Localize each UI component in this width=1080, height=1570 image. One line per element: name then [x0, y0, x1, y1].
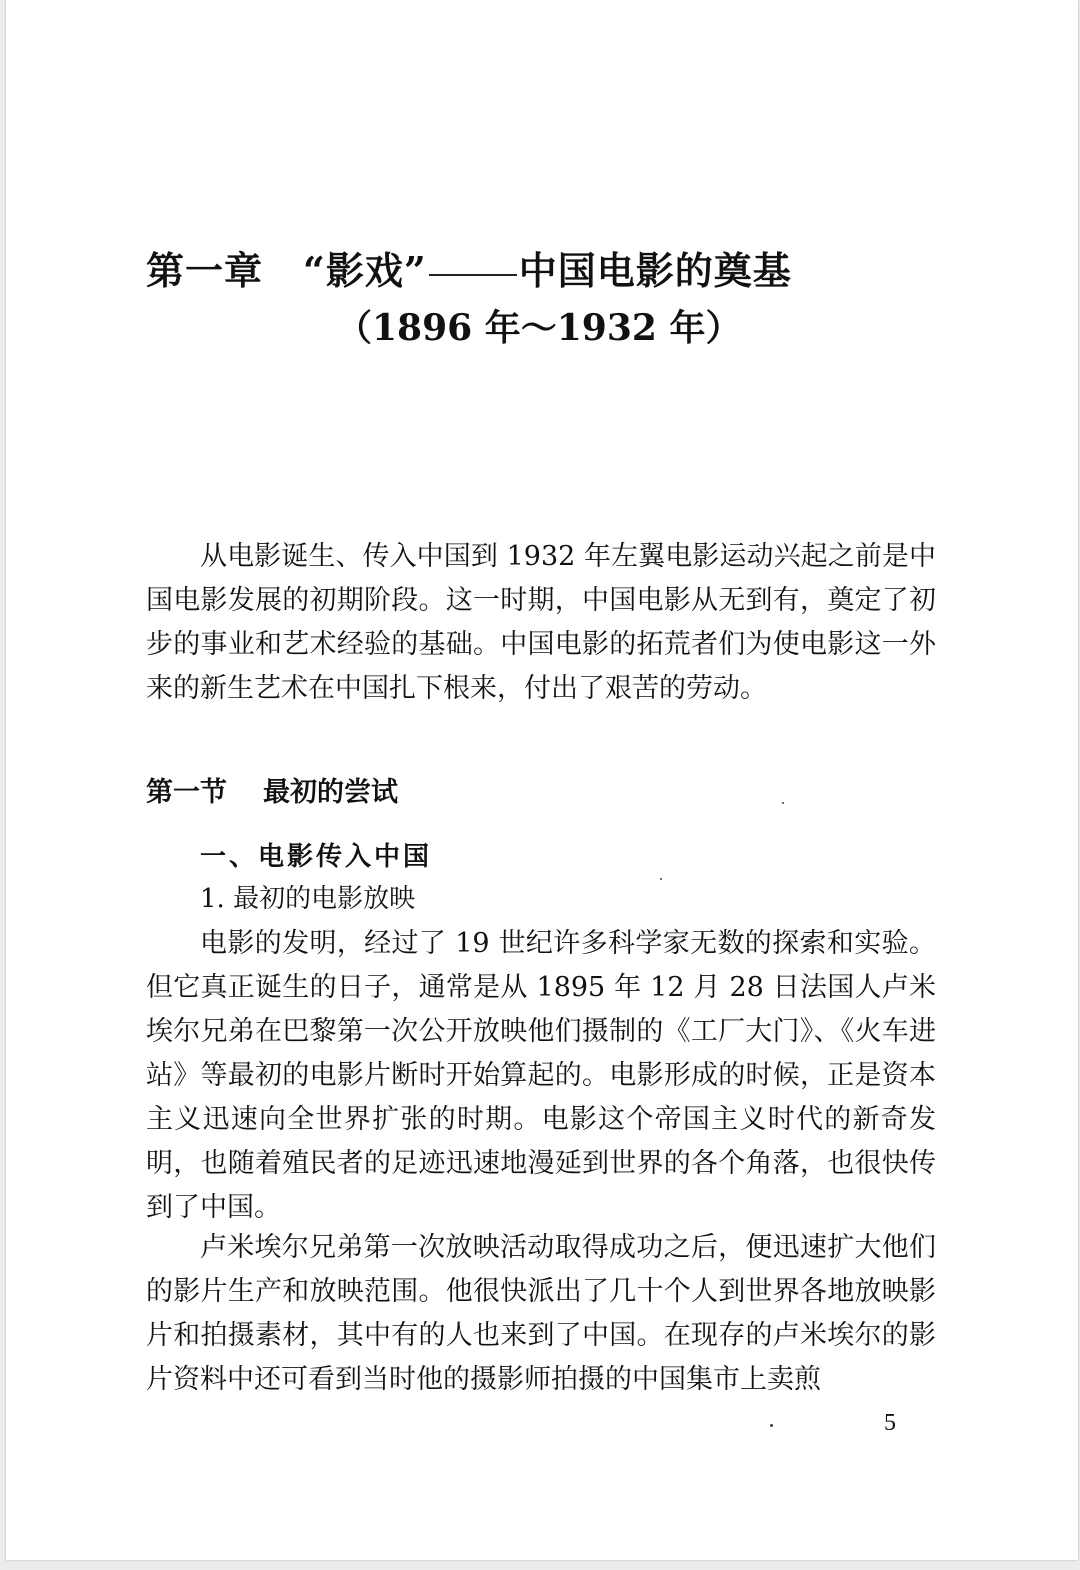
book-page	[6, 0, 1078, 1560]
chapter-years: （1896 年～1932 年）	[336, 307, 742, 349]
chapter-title	[146, 240, 906, 295]
chapter-quoted-title: “影戏”	[303, 248, 427, 293]
subsection-heading: 一、电影传入中国	[200, 842, 433, 872]
chapter-label: 第一章	[146, 248, 264, 293]
body-paragraph-2: 卢米埃尔兄弟第一次放映活动取得成功之后，便迅速扩大他们的影片生产和放映范围。他很快派出了几十个人到世界各地放映影片和拍摄素材，其中有的人也来到了中国。在现存的卢米埃尔的影片资料中还可看到当时他的摄影师拍摄的中国集市上卖煎	[146, 1232, 936, 1395]
scan-speck	[660, 878, 662, 880]
subsubsection-heading: 1. 最初的电影放映	[200, 884, 416, 914]
scan-speck	[770, 1424, 773, 1427]
chapter-dash	[429, 274, 517, 276]
page-number: 5	[884, 1410, 896, 1436]
section-name: 最初的尝试	[263, 777, 398, 808]
chapter-main-title: 中国电影的奠基	[518, 248, 792, 293]
intro-paragraph: 从电影诞生、传入中国到 1932 年左翼电影运动兴起之前是中国电影发展的初期阶段。这一时期，中国电影从无到有，奠定了初步的事业和艺术经验的基础。中国电影的拓荒者们为使电影这一外来的新生艺术在中国扎下根来，付出了艰苦的劳动。	[146, 541, 936, 704]
body-paragraph-1: 电影的发明，经过了 19 世纪许多科学家无数的探索和实验。但它真正诞生的日子，通常是从 1895 年 12 月 28 日法国人卢米埃尔兄弟在巴黎第一次公开放映他们摄制的《工厂大门》、《火车进站》等最初的电影片断时开始算起的。电影形成的时候，正是资本主义迅速向全世界扩张的时期。电影这个帝国主义时代的新奇发明，也随着殖民者的足迹迅速地漫延到世界的各个角落，也很快传到了中国。	[146, 928, 936, 1223]
scan-speck	[782, 802, 784, 804]
section-title	[146, 770, 398, 809]
section-label: 第一节	[146, 777, 227, 808]
